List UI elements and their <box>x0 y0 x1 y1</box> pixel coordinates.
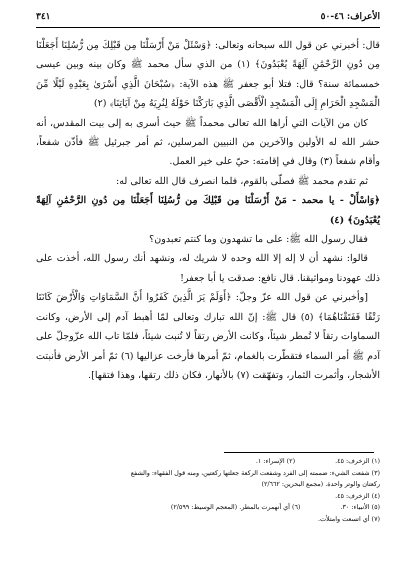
footnote: (٤) الزخرف: ٤٥. <box>335 491 380 500</box>
main-text <box>36 36 380 385</box>
quranic-verse: ﴿وَاسْأَلْ - يا محمد - مَنْ أَرْسَلْنَا مِن قَبْلِكَ مِن رُّسُلِنَا أَجَعَلْنَا مِن دُونِ الرَّحْمَٰنِ آلِهَةً يُعْبَدُونَ﴾ (٤) <box>36 195 380 226</box>
paragraph: فقال رسول الله ﷺ: على ما تشهدون وما كنتم تعبدون؟ <box>149 234 368 246</box>
footnote: (١) الزخرف: ٤٥. <box>335 457 380 465</box>
footnote: (٥) الأنبياء: ٣٠. <box>340 503 380 511</box>
chapter-title: الأعراف: ٤٦-٥٠ <box>320 12 380 22</box>
footnotes <box>36 456 380 525</box>
footnote: ركعتان والوتر واحدة. (مجمع البحرين: ٢/٦٦٢) <box>261 480 380 488</box>
footnote: (٢) الإسراء: ١. <box>255 457 296 465</box>
header-rule <box>36 27 380 28</box>
paragraph: [وأخبرني عن قول الله عزّ وجلّ: ﴿أَوَلَمْ يَرَ الَّذِينَ كَفَرُوا أَنَّ السَّمَاوَاتِ وَالْأَرْضَ كَانَتَا رَتْقًا فَفَتَقْنَاهُمَا﴾ (٥) قال ﷺ: إنّ الله تبارك وتعالى لمّا أهبط آدم إلى الأرض، وكانت السماوات رتقاً لا تُمطر شيئاً، وكانت الأرض رتقاً لا تُنبت شيئاً، فلمّا تاب الله عزّوجلّ على آدم ﷺ أمر السماء فتقطّرت بالغمام، ثمّ أمرها فأرخت عزاليها (٦) ثمّ أمر الأرض فأنبتت الأشجار، وأثمرت الثمار، وتفهّقت (٧) بالأنهار، فكان ذلك رتقها، وهذا فتقها]. <box>36 292 381 381</box>
paragraph: كان من الآيات التي أراها الله تعالى محمداً ﷺ حيث أسرى به إلى بيت المقدس، أنه حشر الله له الأولين والآخرين من النبيين المرسلين، ثم أمر جبرئيل ﷺ فأذّن شفعاً، وأقام شفعاً (٣) وقال في إقامته: حيّ على خير العمل. <box>36 117 380 168</box>
footnote: (٣) شفعت الشيء: ضممته إلى الفرد وشفعت الركعة جعلتها ركعتين، ومنه قول الفقهاء: والشفع <box>130 468 380 477</box>
running-header <box>36 10 380 24</box>
page-number: ٣٤١ <box>36 12 51 22</box>
footnote: (٧) أي اتسعت وامتلأت. <box>318 514 380 523</box>
footnote-row <box>36 502 380 514</box>
footnote-row <box>36 456 380 468</box>
footnote: (٦) أي أنهمرت بالمطر. (المعجم الوسيط: ٢/٥٩٩) <box>170 503 301 511</box>
paragraph: قالوا: نشهد أن لا إله إلا الله وحده لا شريك له، ونشهد أنك رسول الله، أخذت على ذلك عهودنا ومواثيقنا. قال نافع: صدقت يا أبا جعفر! <box>36 253 380 284</box>
paragraph: قال: أخبرني عن قول الله سبحانه وتعالى: ﴿وَسْئَلْ مَنْ أَرْسَلْنَا مِن قَبْلِكَ مِن رُّسُلِنَا أَجَعَلْنَا مِن دُونِ الرَّحْمَٰنِ آلِهَةً يُعْبَدُونَ﴾ (١) من الذي سأل محمد ﷺ وكان بينه وبين عيسى خمسمائة سنة؟ قال: فتلا أبو جعفر ﷺ هذه الآية: ﴿سُبْحَانَ الَّذِي أَسْرَىٰ بِعَبْدِهِ لَيْلًا مِّنَ الْمَسْجِدِ الْحَرَامِ إِلَى الْمَسْجِدِ الْأَقْصَى الَّذِي بَارَكْنَا حَوْلَهُ لِنُرِيَهُ مِنْ آيَاتِنَا﴾ (٢) <box>36 40 380 110</box>
footnote-rule <box>224 452 374 453</box>
paragraph: ثم تقدم محمد ﷺ فصلّى بالقوم، فلما انصرف قال الله تعالى له: <box>116 175 368 187</box>
